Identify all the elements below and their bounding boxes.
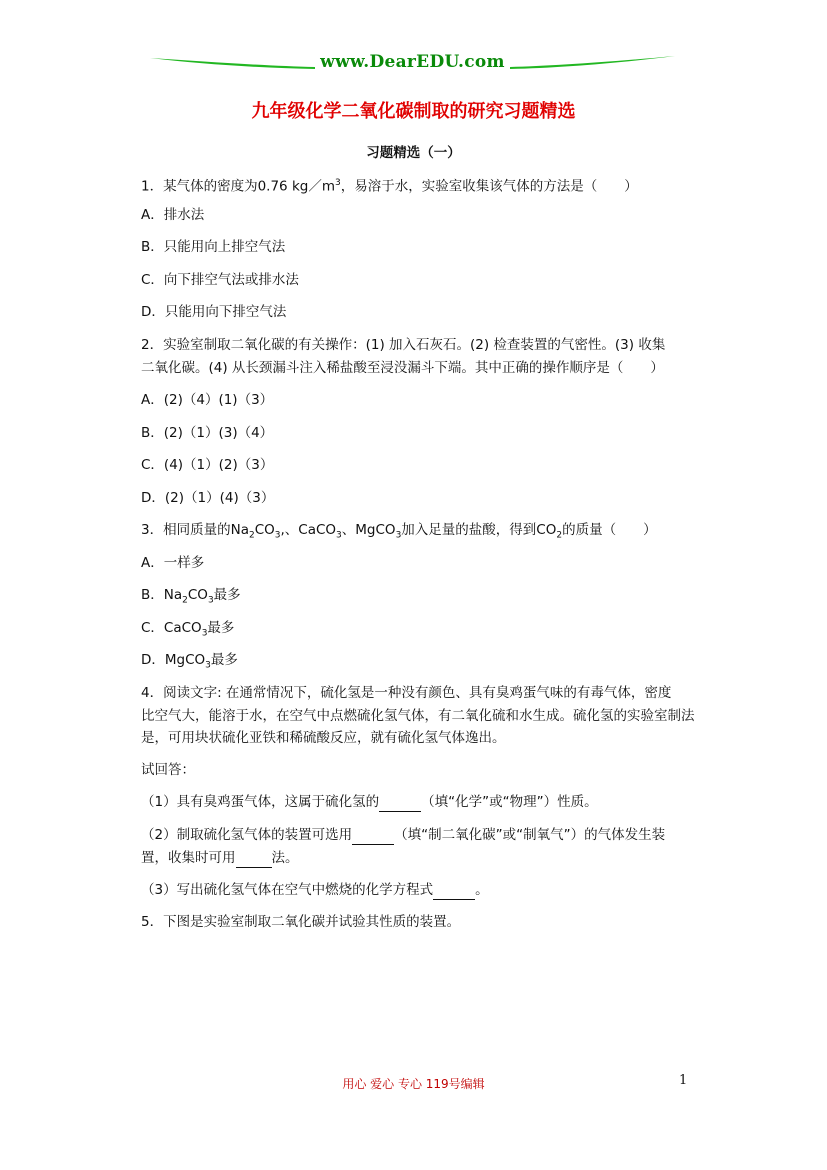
answer-blank[interactable]: [352, 830, 394, 845]
page-number: 1: [679, 1073, 688, 1088]
question-4-part-2-line2: 置，收集时可用 法。: [141, 850, 299, 866]
question-4-text-line1: 4．阅读文字: 在通常情况下，硫化氢是一种没有颜色、具有臭鸡蛋气味的有毒气体，密度: [141, 685, 672, 701]
question-2-stem-line2: 二氧化碳。(4) 从长颈漏斗注入稀盐酸至浸没漏斗下端。其中正确的操作顺序是（ ）: [141, 360, 664, 376]
answer-blank[interactable]: [379, 797, 421, 812]
question-4-prompt: 试回答：: [141, 762, 195, 778]
site-header: [150, 50, 675, 76]
question-1-option-a: A．排水法: [141, 207, 205, 223]
question-4-part-3: （3）写出硫化氢气体在空气中燃烧的化学方程式 。: [141, 882, 489, 898]
question-5-stem: 5．下图是实验室制取二氧化碳并试验其性质的装置。: [141, 914, 461, 930]
question-3-option-b: B．$Na_2CO_3$最多: [141, 587, 241, 606]
question-2-option-a: A．(2)（4）(1)（3）: [141, 392, 274, 408]
question-2-option-b: B．(2)（1）(3)（4）: [141, 425, 274, 441]
question-3-option-c: C．CaCO$_3$最多: [141, 620, 235, 639]
question-1-option-d: D．只能用向下排空气法: [141, 304, 287, 320]
question-2-stem-line1: 2．实验室制取二氧化碳的有关操作：(1) 加入石灰石。(2) 检查装置的气密性。(3) 收集: [141, 337, 666, 353]
question-2-option-d: D．(2)（1）(4)（3）: [141, 490, 275, 506]
document-title: 九年级化学二氧化碳制取的研究习题精选: [251, 101, 576, 122]
question-3-option-d: D．MgCO$_3$最多: [141, 652, 238, 671]
question-1-option-c: C．向下排空气法或排水法: [141, 272, 299, 288]
question-3-option-a: A．一样多: [141, 555, 205, 571]
question-4-part-2-line1: （2）制取硫化氢气体的装置可选用 （填“制二氧化碳”或“制氧气”）的气体发生装: [141, 827, 666, 843]
question-2-option-c: C．(4)（1）(2)（3）: [141, 457, 274, 473]
question-4-text-line3: 是，可用块状硫化亚铁和稀硫酸反应，就有硫化氢气体逸出。: [141, 730, 506, 746]
answer-blank[interactable]: [236, 853, 272, 868]
question-1-stem: 1．某气体的密度为0.76 $kg/m^3$，易溶于水，实验室收集该气体的方法是（ ）: [141, 178, 638, 195]
question-3-stem: 3．相同质量的$Na_2CO_3$,、CaCO$_3$、MgCO$_3$加入足量的盐酸，得到$CO_2$的质量（ ）: [141, 522, 657, 541]
site-url[interactable]: www.DearEDU.com: [320, 52, 505, 72]
section-heading: 习题精选（一）: [366, 145, 461, 161]
page-footer: 用心 爱心 专心 119号编辑: [342, 1077, 485, 1091]
question-4-text-line2: 比空气大，能溶于水，在空气中点燃硫化氢气体，有二氧化硫和水生成。硫化氢的实验室制法: [141, 708, 695, 724]
answer-blank[interactable]: [433, 885, 475, 900]
question-4-part-1: （1）具有臭鸡蛋气体，这属于硫化氢的 （填“化学”或“物理”）性质。: [141, 794, 598, 810]
question-1-option-b: B．只能用向上排空气法: [141, 239, 286, 255]
